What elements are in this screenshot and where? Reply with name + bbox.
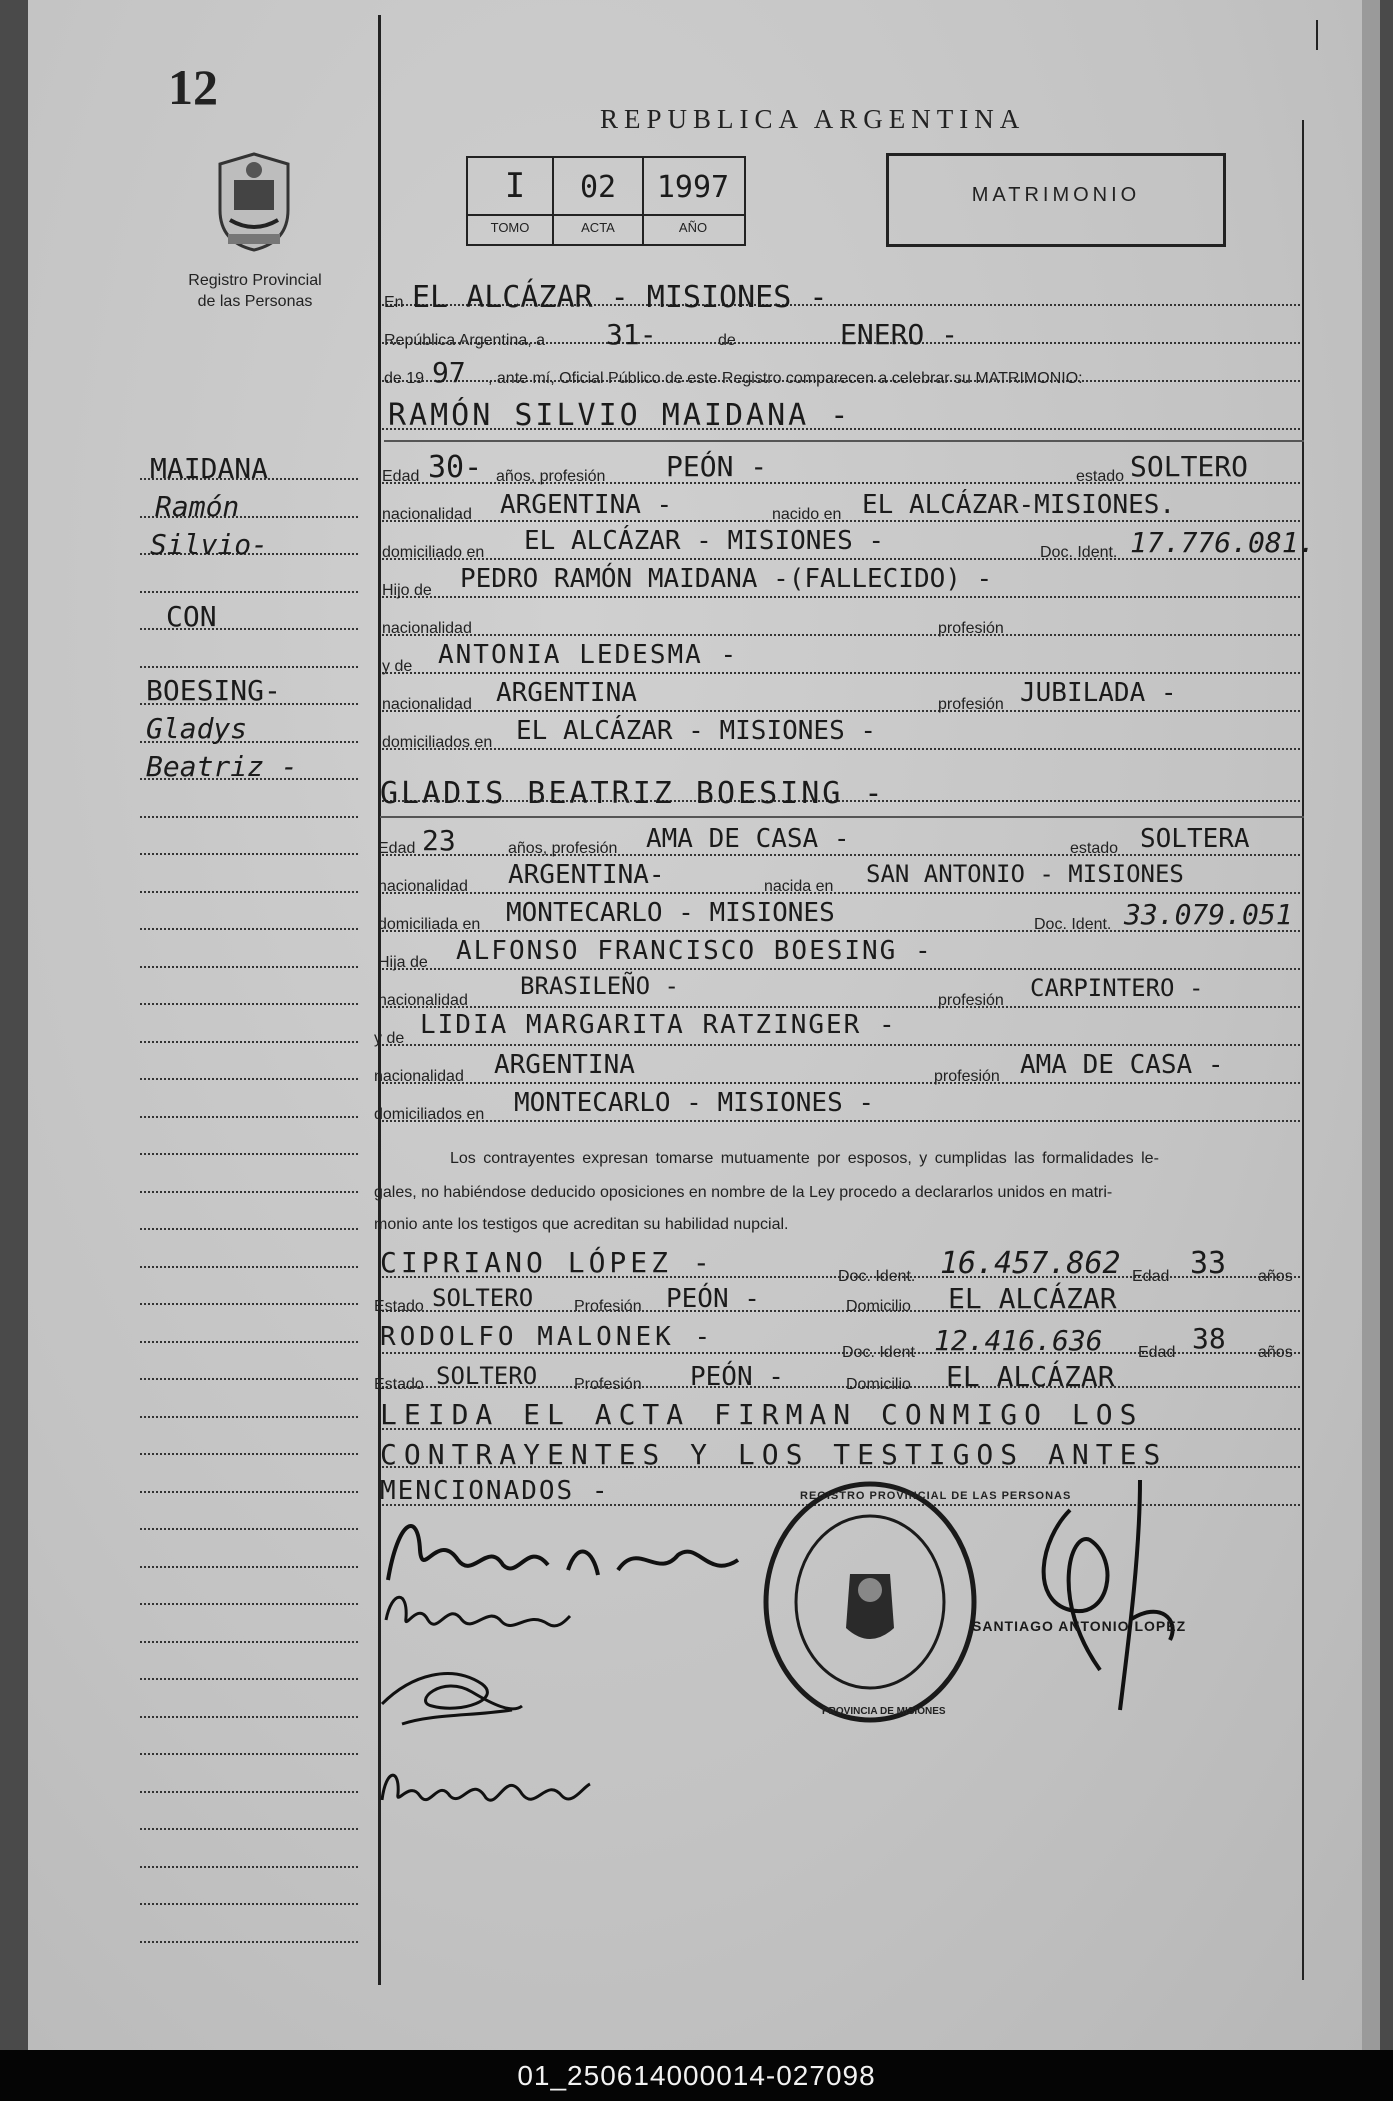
bride-nacionalidad: ARGENTINA- bbox=[508, 860, 665, 890]
margin-rule bbox=[140, 1453, 358, 1455]
bride-mother: LIDIA MARGARITA RATZINGER - bbox=[420, 1010, 897, 1040]
margin-rule bbox=[140, 1566, 358, 1568]
closing-line-2: CONTRAYENTES Y LOS TESTIGOS ANTES bbox=[380, 1438, 1168, 1471]
stamp-ring-text: REGISTRO PROVINCIAL DE LAS PERSONAS bbox=[800, 1490, 1072, 1502]
groom-nacido-label: nacido en bbox=[772, 506, 842, 523]
margin-rule bbox=[140, 591, 358, 593]
bride-parents-dom: MONTECARLO - MISIONES - bbox=[514, 1088, 875, 1118]
declaration-line-3: monio ante los testigos que acreditan su habilidad nupcial. bbox=[374, 1216, 789, 1233]
groom-yde-label: y de bbox=[382, 658, 413, 675]
margin-rule bbox=[140, 1491, 358, 1493]
bride-nacionalidad-label: nacionalidad bbox=[378, 878, 468, 895]
groom-nacionalidad: ARGENTINA - bbox=[500, 490, 673, 520]
groom-edad-label: Edad bbox=[382, 468, 420, 485]
witness1-estado-label: Estado bbox=[374, 1298, 424, 1315]
groom-parents-dom-label: domiciliados en bbox=[382, 734, 493, 751]
bride-father: ALFONSO FRANCISCO BOESING - bbox=[456, 936, 933, 966]
witness2-edad-label: Edad bbox=[1138, 1344, 1176, 1361]
groom-mother: ANTONIA LEDESMA - bbox=[438, 640, 739, 670]
bride-estado-label: estado bbox=[1070, 840, 1119, 857]
witness1-domicilio-label: Domicilio bbox=[846, 1298, 911, 1315]
groom-domicilio-label: domiciliado en bbox=[382, 544, 485, 561]
intro-statement: , ante mí, Oficial Público de este Registro comparecen a celebrar su MATRIMONIO: bbox=[488, 370, 1083, 387]
groom-domicilio: EL ALCÁZAR - MISIONES - bbox=[524, 526, 885, 556]
groom-estado-label: estado bbox=[1076, 468, 1125, 485]
bride-domicilio-label: domiciliada en bbox=[378, 916, 481, 933]
groom-hijo-label: Hijo de bbox=[382, 582, 432, 599]
groom-mother-nac-label: nacionalidad bbox=[382, 696, 472, 713]
margin-rule bbox=[140, 1228, 358, 1230]
margin-rule bbox=[140, 1716, 358, 1718]
witness2-anos-label: años bbox=[1258, 1344, 1293, 1361]
bride-yde-label: y de bbox=[374, 1030, 405, 1047]
bride-father-nac: BRASILEÑO - bbox=[520, 972, 679, 1000]
record-type: MATRIMONIO bbox=[971, 184, 1141, 206]
tomo-label: TOMO bbox=[490, 220, 530, 235]
field-rule bbox=[382, 968, 1300, 970]
ano-value: 1997 bbox=[656, 170, 730, 205]
bride-estado: SOLTERA bbox=[1140, 824, 1250, 854]
field-rule bbox=[382, 596, 1300, 598]
witness1-doc: 16.457.862 bbox=[940, 1246, 1121, 1281]
field-rule bbox=[382, 892, 1300, 894]
margin-rule bbox=[140, 666, 358, 668]
bride-profesion-label: años, profesión bbox=[508, 840, 618, 857]
margin-rule bbox=[140, 1191, 358, 1193]
groom-doc-label: Doc. Ident. bbox=[1040, 544, 1118, 561]
declaration-line-1: Los contrayentes expresan tomarse mutuamente por esposos, y cumplidas las formalidades le- bbox=[450, 1150, 1159, 1167]
witness1-profesion: PEÓN - bbox=[666, 1284, 760, 1314]
celebration-month: ENERO - bbox=[840, 318, 959, 351]
margin-rule bbox=[140, 816, 358, 818]
field-rule bbox=[382, 1082, 1300, 1084]
margin-rule bbox=[140, 1003, 358, 1005]
field-rule bbox=[382, 1120, 1300, 1122]
groom-profesion: PEÓN - bbox=[666, 450, 768, 483]
witness2-doc: 12.416.636 bbox=[934, 1324, 1103, 1357]
celebration-place: EL ALCÁZAR - MISIONES - bbox=[412, 280, 828, 315]
margin-name-groom-1: Ramón bbox=[155, 490, 240, 523]
acta-value: 02 bbox=[579, 170, 617, 205]
margin-rule bbox=[140, 1641, 358, 1643]
groom-mother-nac: ARGENTINA bbox=[496, 678, 637, 708]
republica-label: República Argentina, a bbox=[384, 332, 545, 349]
margin-rule bbox=[140, 1903, 358, 1905]
bride-father-prof: CARPINTERO - bbox=[1030, 974, 1204, 1002]
groom-profesion-label: años, profesión bbox=[496, 468, 606, 485]
groom-mother-prof-label: profesión bbox=[938, 696, 1004, 713]
witness1-signature bbox=[372, 1644, 532, 1734]
bride-father-nac-label: nacionalidad bbox=[378, 992, 468, 1009]
year-suffix: 97 bbox=[432, 356, 466, 389]
margin-con: CON bbox=[166, 600, 217, 633]
coat-of-arms-icon bbox=[208, 150, 300, 254]
bride-mother-nac-label: nacionalidad bbox=[374, 1068, 464, 1085]
witness1-profesion-label: Profesión bbox=[574, 1298, 642, 1315]
witness1-edad: 33 bbox=[1190, 1246, 1227, 1281]
margin-rule bbox=[140, 1528, 358, 1530]
witness2-signature bbox=[376, 1748, 596, 1818]
bride-father-prof-label: profesión bbox=[938, 992, 1004, 1009]
margin-rule bbox=[140, 1753, 358, 1755]
margin-rule bbox=[140, 1941, 358, 1943]
year-prefix: de 19 bbox=[384, 370, 425, 387]
bride-hija-label: Hija de bbox=[378, 954, 428, 971]
margin-rule bbox=[140, 1266, 358, 1268]
margin-rule bbox=[140, 1078, 358, 1080]
groom-parents-dom: EL ALCÁZAR - MISIONES - bbox=[516, 716, 877, 746]
bride-mother-prof: AMA DE CASA - bbox=[1020, 1050, 1224, 1080]
witness2-estado: SOLTERO bbox=[436, 1362, 538, 1390]
box-divider bbox=[466, 214, 744, 216]
witness1-edad-label: Edad bbox=[1132, 1268, 1170, 1285]
field-rule bbox=[382, 672, 1300, 674]
witness1-doc-label: Doc. Ident. bbox=[838, 1268, 916, 1285]
groom-father-prof-label: profesión bbox=[938, 620, 1004, 637]
bride-profesion: AMA DE CASA - bbox=[646, 824, 850, 854]
margin-name-bride-2: Beatriz - bbox=[146, 750, 298, 783]
margin-name-groom-2: Silvio- bbox=[150, 528, 269, 561]
declaration-line-2: gales, no habiéndose deducido oposiciones en nombre de la Ley procedo a declararlos unidos en matri- bbox=[374, 1184, 1113, 1201]
margin-rule bbox=[140, 1866, 358, 1868]
field-rule bbox=[382, 710, 1300, 712]
witness2-profesion-label: Profesión bbox=[574, 1376, 642, 1393]
margin-rule bbox=[140, 1416, 358, 1418]
stamp-province: PROVINCIA DE MISIONES bbox=[822, 1706, 946, 1717]
field-rule bbox=[382, 1044, 1300, 1046]
groom-nacido: EL ALCÁZAR-MISIONES. bbox=[862, 490, 1176, 520]
bride-nacida-label: nacida en bbox=[764, 878, 834, 895]
margin-rule bbox=[140, 928, 358, 930]
closing-line-1: LEIDA EL ACTA FIRMAN CONMIGO LOS bbox=[380, 1398, 1144, 1431]
en-label: En bbox=[384, 294, 404, 311]
page-number: 12 bbox=[168, 59, 218, 115]
bride-name: GLADIS BEATRIZ BOESING - bbox=[380, 776, 886, 811]
witness1-estado: SOLTERO bbox=[432, 1284, 534, 1312]
acta-label: ACTA bbox=[581, 220, 615, 235]
tomo-value: I bbox=[504, 166, 526, 206]
field-rule bbox=[382, 748, 1300, 750]
margin-rule bbox=[140, 1678, 358, 1680]
bride-nacida: SAN ANTONIO - MISIONES bbox=[866, 860, 1184, 888]
margin-rule bbox=[140, 891, 358, 893]
margin-rule bbox=[140, 1341, 358, 1343]
right-border bbox=[1302, 120, 1304, 1980]
official-name: SANTIAGO ANTONIO LOPEZ bbox=[972, 1618, 1187, 1634]
margin-rule bbox=[140, 1303, 358, 1305]
witness2-profesion: PEÓN - bbox=[690, 1362, 784, 1392]
bride-mother-prof-label: profesión bbox=[934, 1068, 1000, 1085]
groom-father: PEDRO RAMÓN MAIDANA -(FALLECIDO) - bbox=[460, 564, 993, 594]
field-rule bbox=[382, 634, 1300, 636]
image-caption: 01_250614000014-027098 bbox=[0, 2050, 1393, 2101]
official-signature bbox=[1010, 1470, 1210, 1730]
margin-surname-bride: BOESING- bbox=[146, 674, 281, 707]
groom-mother-prof: JUBILADA - bbox=[1020, 678, 1177, 708]
ano-label: AÑO bbox=[678, 220, 708, 235]
bride-parents-dom-label: domiciliados en bbox=[374, 1106, 485, 1123]
registry-name: Registro Provincial de las Personas bbox=[188, 272, 322, 310]
margin-rule bbox=[140, 1116, 358, 1118]
groom-doc: 17.776.081. bbox=[1130, 526, 1316, 559]
margin-rule bbox=[140, 1153, 358, 1155]
bride-edad: 23 bbox=[422, 824, 456, 857]
corner-mark bbox=[1316, 20, 1318, 50]
witness2-name: RODOLFO MALONEK - bbox=[380, 1322, 715, 1352]
groom-father-nac-label: nacionalidad bbox=[382, 620, 472, 637]
groom-edad: 30- bbox=[428, 450, 483, 485]
margin-rule bbox=[140, 1828, 358, 1830]
bride-mother-nac: ARGENTINA bbox=[494, 1050, 635, 1080]
registry-stamp bbox=[760, 1478, 1072, 1726]
groom-estado: SOLTERO bbox=[1130, 450, 1249, 483]
section-rule bbox=[380, 816, 1304, 818]
celebration-day: 31- bbox=[606, 318, 657, 351]
margin-rule bbox=[140, 1041, 358, 1043]
witness2-estado-label: Estado bbox=[374, 1376, 424, 1393]
bride-edad-label: Edad bbox=[378, 840, 416, 857]
page-edge bbox=[1362, 0, 1380, 2050]
margin-rule bbox=[140, 853, 358, 855]
bride-domicilio: MONTECARLO - MISIONES bbox=[506, 898, 835, 928]
field-rule bbox=[382, 1006, 1300, 1008]
margin-rule bbox=[140, 1791, 358, 1793]
margin-rule bbox=[140, 966, 358, 968]
witness1-anos-label: años bbox=[1258, 1268, 1293, 1285]
de-label: de bbox=[718, 332, 736, 349]
margin-surname-groom: MAIDANA bbox=[150, 452, 269, 485]
margin-rule bbox=[140, 1603, 358, 1605]
groom-nacionalidad-label: nacionalidad bbox=[382, 506, 472, 523]
margin-rule bbox=[140, 1378, 358, 1380]
witness2-doc-label: Doc. Ident bbox=[842, 1344, 915, 1361]
witness2-edad: 38 bbox=[1192, 1322, 1226, 1355]
witness2-domicilio-label: Domicilio bbox=[846, 1376, 911, 1393]
margin-name-bride-1: Gladys bbox=[146, 712, 248, 745]
closing-line-3: MENCIONADOS - bbox=[380, 1476, 610, 1506]
bride-doc: 33.079.051 bbox=[1124, 898, 1293, 931]
witness1-name: CIPRIANO LÓPEZ - bbox=[380, 1246, 714, 1279]
witness1-domicilio: EL ALCÁZAR bbox=[948, 1282, 1117, 1315]
country-title: REPUBLICA ARGENTINA bbox=[600, 104, 1026, 134]
groom-name: RAMÓN SILVIO MAIDANA - bbox=[388, 398, 852, 433]
bride-signature bbox=[378, 1580, 578, 1640]
bride-doc-label: Doc. Ident. bbox=[1034, 916, 1112, 933]
section-rule bbox=[384, 440, 1304, 442]
witness2-domicilio: EL ALCÁZAR bbox=[946, 1360, 1115, 1393]
